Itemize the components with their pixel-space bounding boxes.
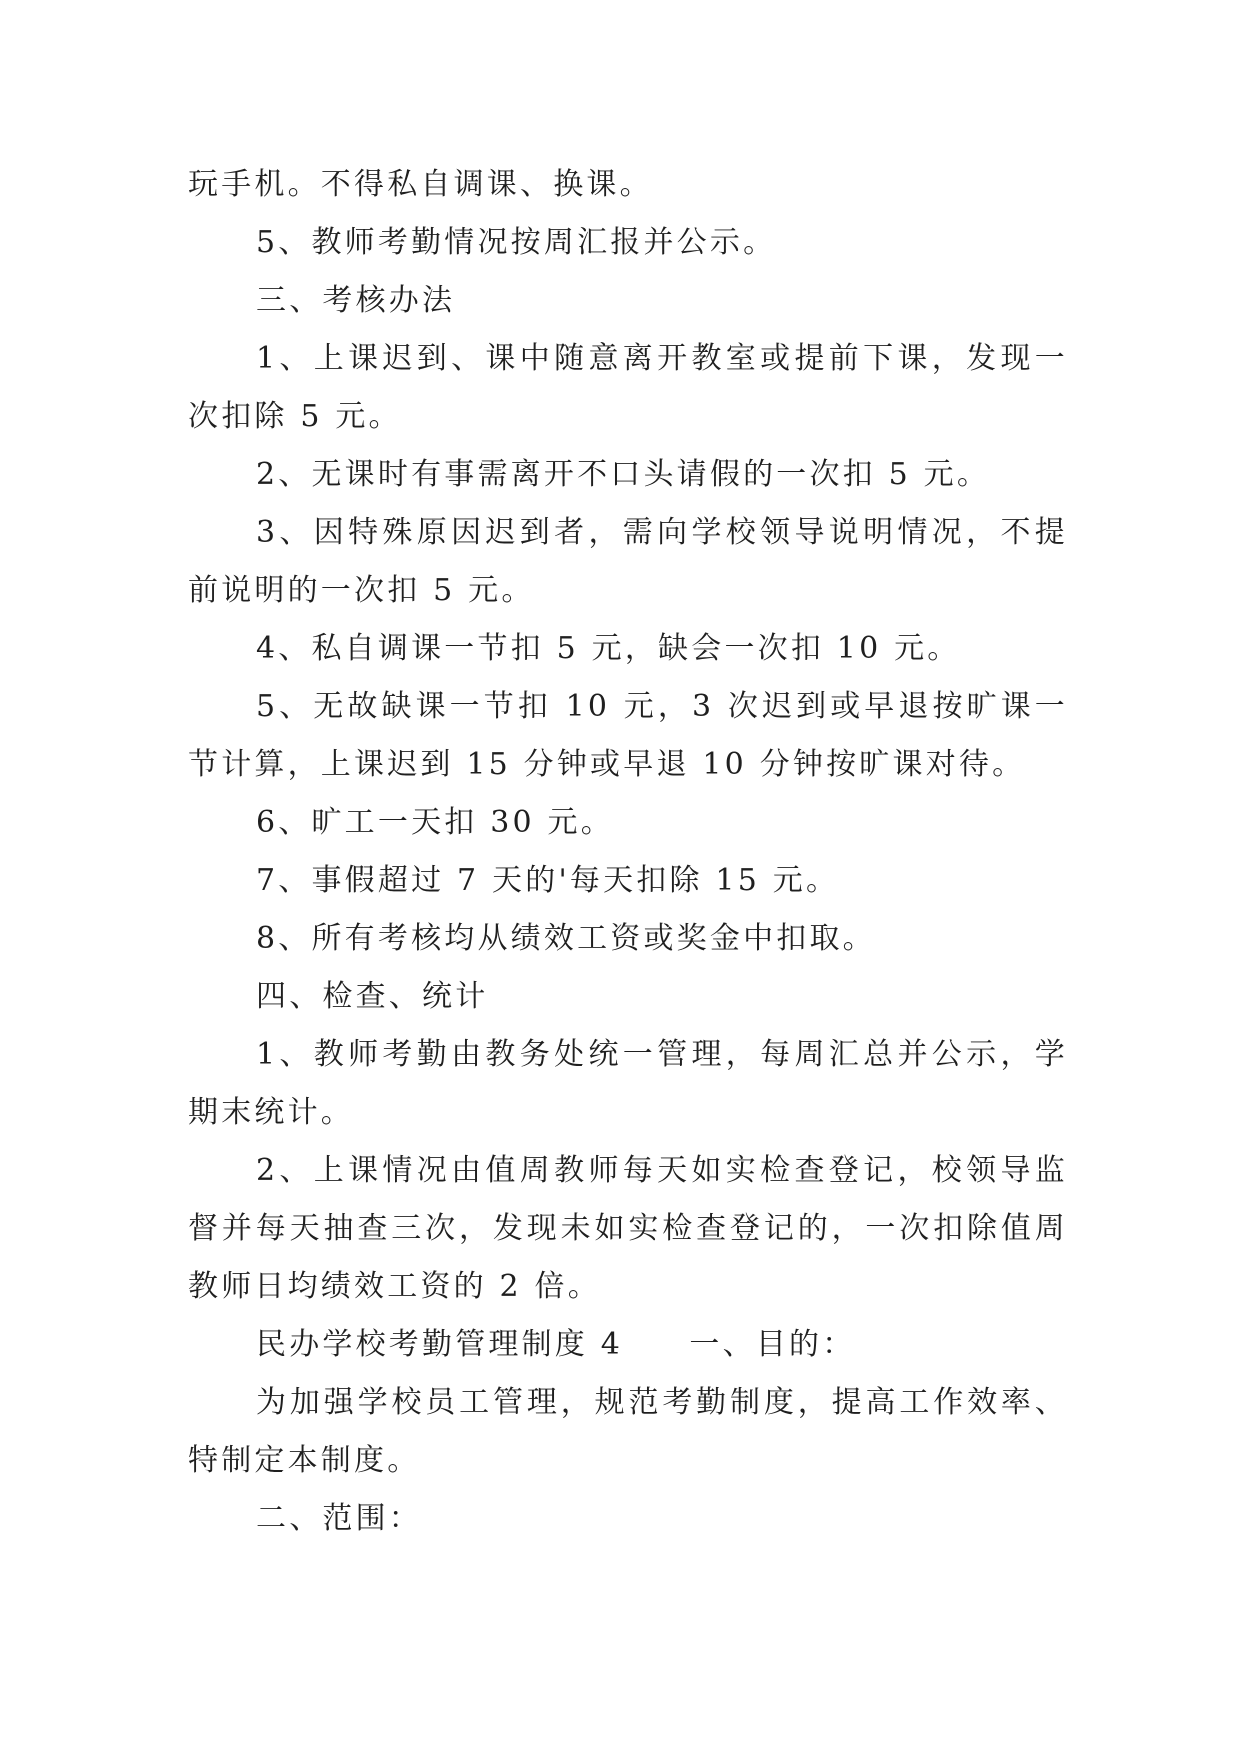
paragraph-11: 8、所有考核均从绩效工资或奖金中扣取。 bbox=[256, 921, 876, 956]
paragraph-1: 玩手机。不得私自调课、换课。 bbox=[188, 167, 653, 202]
section-heading-12: 四、检查、统计 bbox=[256, 979, 489, 1014]
paragraph-5: 2、无课时有事需离开不口头请假的一次扣 5 元。 bbox=[256, 457, 991, 492]
paragraph-15: 民办学校考勤管理制度 4 一、目的： bbox=[256, 1327, 856, 1362]
paragraph-13: 1、教师考勤由教务处统一管理，每周汇总并公示，学期末统计。 bbox=[188, 1037, 1068, 1130]
paragraph-8: 5、无故缺课一节扣 10 元，3 次迟到或早退按旷课一节计算，上课迟到 15 分钟或早退 10 分钟按旷课对待。 bbox=[188, 689, 1068, 782]
paragraph-4: 1、上课迟到、课中随意离开教室或提前下课，发现一次扣除 5 元。 bbox=[188, 341, 1068, 434]
section-heading-3: 三、考核办法 bbox=[256, 283, 456, 318]
section-heading-17: 二、范围： bbox=[256, 1501, 422, 1536]
paragraph-2: 5、教师考勤情况按周汇报并公示。 bbox=[256, 225, 777, 260]
paragraph-6: 3、因特殊原因迟到者，需向学校领导说明情况，不提前说明的一次扣 5 元。 bbox=[188, 515, 1068, 608]
paragraph-10: 7、事假超过 7 天的'每天扣除 15 元。 bbox=[256, 863, 840, 898]
paragraph-7: 4、私自调课一节扣 5 元，缺会一次扣 10 元。 bbox=[256, 631, 961, 666]
paragraph-9: 6、旷工一天扣 30 元。 bbox=[256, 805, 614, 840]
paragraph-16: 为加强学校员工管理，规范考勤制度，提高工作效率、特制定本制度。 bbox=[188, 1385, 1068, 1478]
paragraph-14: 2、上课情况由值周教师每天如实检查登记，校领导监督并每天抽查三次，发现未如实检查登记的，一次扣除值周教师日均绩效工资的 2 倍。 bbox=[188, 1153, 1068, 1304]
document-body bbox=[188, 156, 1068, 1548]
